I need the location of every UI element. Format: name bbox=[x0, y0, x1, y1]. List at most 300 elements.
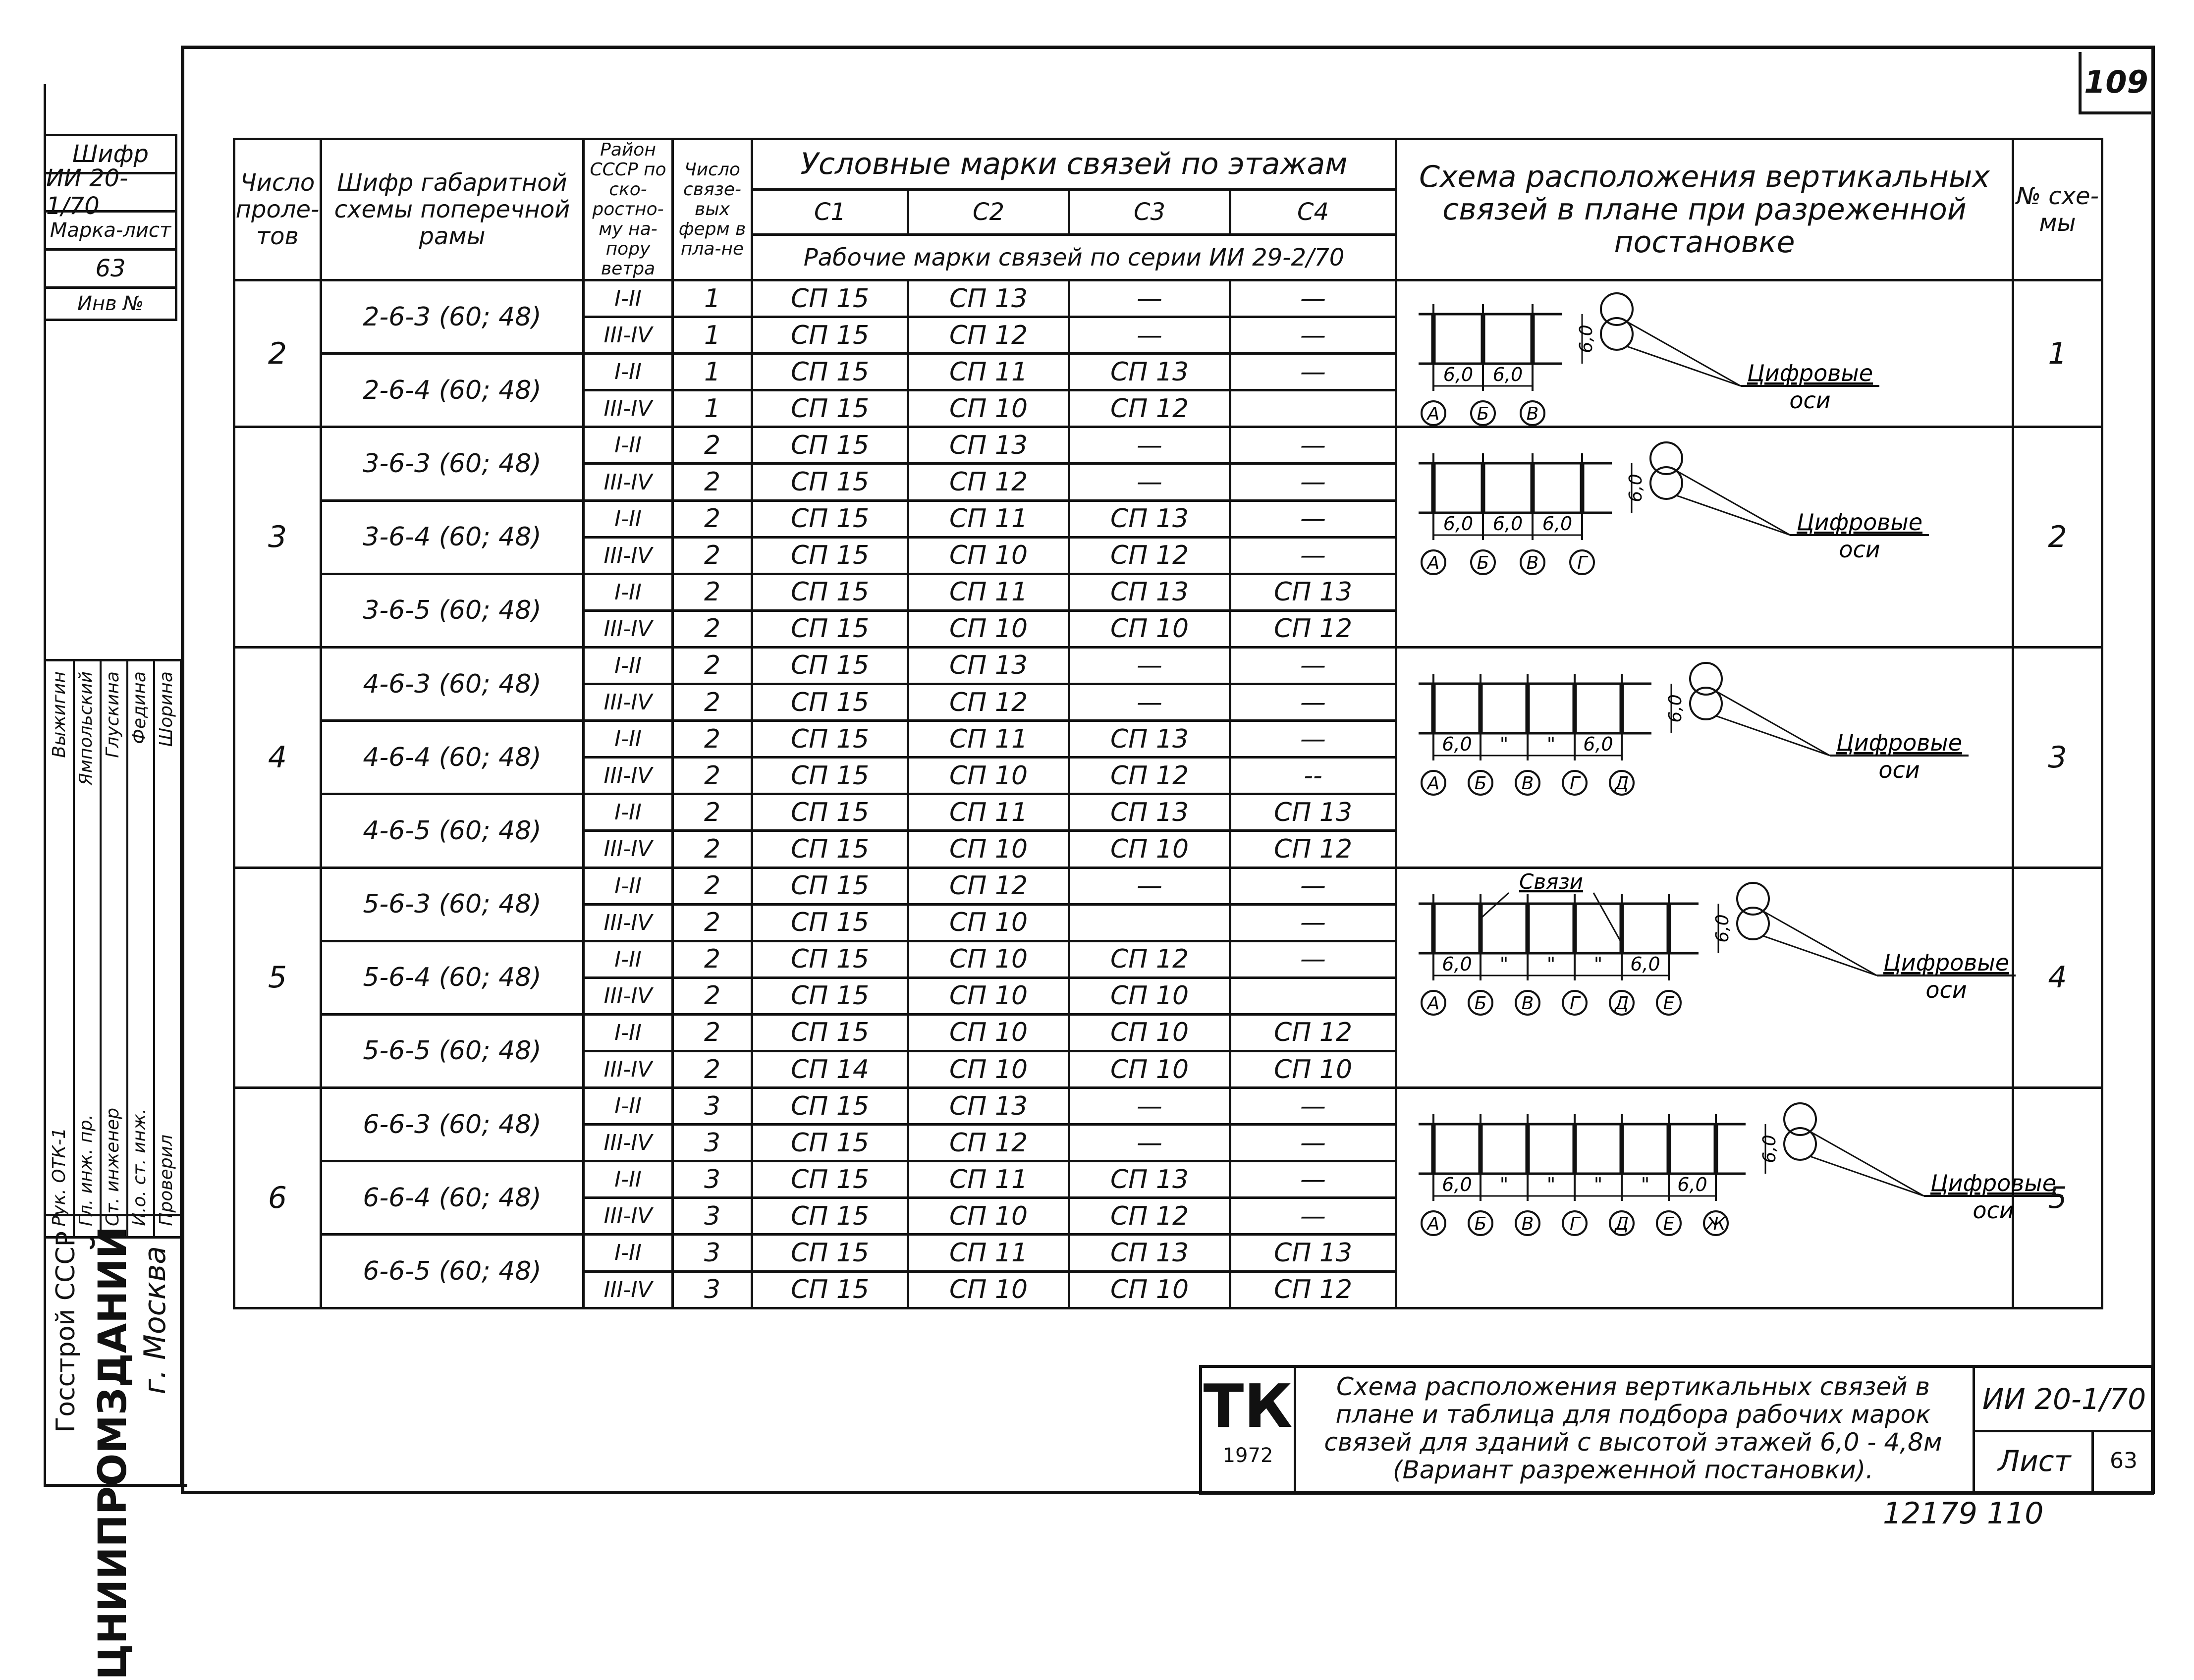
list-label: Лист bbox=[1973, 1430, 2094, 1492]
count-cell: 3 bbox=[673, 1088, 752, 1125]
footer-numbers: 12179 110 bbox=[1883, 1496, 2044, 1531]
org-line-1: Госстрой СССР bbox=[51, 1231, 81, 1433]
c1-cell: СП 15 bbox=[752, 1014, 908, 1051]
schema-cell bbox=[1396, 867, 2013, 1088]
c4-cell: — bbox=[1230, 941, 1396, 977]
schema-cell bbox=[1396, 280, 2013, 427]
c2-cell: СП 11 bbox=[908, 721, 1069, 758]
shifr-cell: 6-6-5 (60; 48) bbox=[321, 1235, 584, 1308]
header-c4: С4 bbox=[1230, 189, 1396, 235]
shifr-cell: 2-6-3 (60; 48) bbox=[321, 280, 584, 354]
count-cell: 2 bbox=[673, 574, 752, 610]
c1-cell: СП 15 bbox=[752, 500, 908, 537]
c1-cell: СП 15 bbox=[752, 867, 908, 904]
c2-cell: СП 13 bbox=[908, 1088, 1069, 1125]
count-cell: 2 bbox=[673, 758, 752, 794]
c4-cell: — bbox=[1230, 464, 1396, 500]
leader-line bbox=[1810, 1156, 1924, 1196]
axis-label: Б bbox=[1474, 773, 1486, 794]
c3-cell: СП 12 bbox=[1069, 537, 1230, 574]
signature-name: Шорина bbox=[156, 671, 176, 747]
axis-label: Е bbox=[1663, 1214, 1674, 1235]
leader-line bbox=[1627, 346, 1741, 386]
c1-cell: СП 15 bbox=[752, 317, 908, 354]
c3-cell: СП 13 bbox=[1069, 500, 1230, 537]
c3-cell: СП 12 bbox=[1069, 758, 1230, 794]
org-line-2: ЦНИИПРОМЗДАНИЙ bbox=[91, 1226, 135, 1680]
digital-axis-marker-icon bbox=[1737, 883, 1769, 915]
bracing-schema bbox=[1399, 287, 2011, 424]
dimension-label: " bbox=[1593, 953, 1602, 975]
c4-cell: СП 13 bbox=[1230, 574, 1396, 610]
shifr-cell: 6-6-4 (60; 48) bbox=[321, 1161, 584, 1235]
stamp-marka-value: 63 bbox=[44, 248, 177, 286]
c2-cell: СП 11 bbox=[908, 500, 1069, 537]
sheet-title: Схема расположения вертикальных связей в плане и таблица для подбора рабочих марок связей для зданий с высотой этажей 6,0 - 4,8м (Вариант разреженной постановки). bbox=[1324, 1372, 1942, 1484]
c2-cell: СП 13 bbox=[908, 647, 1069, 684]
c3-cell: — bbox=[1069, 684, 1230, 721]
shifr-cell: 3-6-5 (60; 48) bbox=[321, 574, 584, 647]
rayon-cell: III-IV bbox=[584, 390, 673, 427]
axis-label: В bbox=[1521, 993, 1534, 1014]
organization-block bbox=[44, 1214, 182, 1680]
c3-cell: СП 12 bbox=[1069, 390, 1230, 427]
count-cell: 3 bbox=[673, 1235, 752, 1271]
rayon-cell: I-II bbox=[584, 794, 673, 831]
count-cell: 3 bbox=[673, 1125, 752, 1161]
axis-label: В bbox=[1521, 773, 1534, 794]
dimension-label: 6,0 bbox=[1443, 513, 1473, 535]
list-number: 63 bbox=[2091, 1430, 2153, 1492]
axis-label: Б bbox=[1474, 993, 1486, 1014]
spans-cell: 2 bbox=[234, 280, 321, 427]
count-cell: 3 bbox=[673, 1271, 752, 1308]
c4-cell: СП 12 bbox=[1230, 1014, 1396, 1051]
c3-cell: СП 10 bbox=[1069, 1014, 1230, 1051]
dimension-label: " bbox=[1546, 1174, 1555, 1196]
count-cell: 2 bbox=[673, 500, 752, 537]
schema-number-cell: 1 bbox=[2013, 280, 2102, 427]
c4-cell: — bbox=[1230, 1088, 1396, 1125]
c2-cell: СП 12 bbox=[908, 1125, 1069, 1161]
height-label: 6,0 bbox=[1576, 325, 1596, 353]
c3-cell: — bbox=[1069, 280, 1230, 317]
digital-axes-label: оси bbox=[1838, 536, 1880, 563]
axis-label: А bbox=[1427, 1214, 1439, 1235]
c1-cell: СП 15 bbox=[752, 721, 908, 758]
c1-cell: СП 15 bbox=[752, 427, 908, 464]
dimension-label: " bbox=[1641, 1174, 1649, 1196]
digital-axes-label: Цифровые bbox=[1836, 729, 1962, 756]
schema-cell bbox=[1396, 427, 2013, 648]
c1-cell: СП 15 bbox=[752, 610, 908, 647]
spans-cell: 4 bbox=[234, 647, 321, 867]
dimension-label: 6,0 bbox=[1542, 513, 1572, 535]
c2-cell: СП 10 bbox=[908, 390, 1069, 427]
c1-cell: СП 15 bbox=[752, 1235, 908, 1271]
rayon-cell: I-II bbox=[584, 354, 673, 390]
c1-cell: СП 15 bbox=[752, 280, 908, 317]
c3-cell: СП 12 bbox=[1069, 1198, 1230, 1235]
c4-cell: — bbox=[1230, 867, 1396, 904]
c4-cell: СП 12 bbox=[1230, 831, 1396, 867]
c4-cell: — bbox=[1230, 537, 1396, 574]
c3-cell: СП 13 bbox=[1069, 574, 1230, 610]
rayon-cell: I-II bbox=[584, 1014, 673, 1051]
tk-box bbox=[1202, 1368, 1296, 1492]
c4-cell: СП 12 bbox=[1230, 610, 1396, 647]
count-cell: 1 bbox=[673, 280, 752, 317]
bracing-schema bbox=[1399, 1097, 2056, 1297]
c4-cell: — bbox=[1230, 317, 1396, 354]
table-row bbox=[234, 280, 2102, 317]
header-count: Число связе-вых ферм в пла-не bbox=[673, 139, 752, 280]
header-schema: Схема расположения вертикальных связей в плане при разреженной постановке bbox=[1396, 139, 2013, 280]
c2-cell: СП 12 bbox=[908, 317, 1069, 354]
rayon-cell: III-IV bbox=[584, 758, 673, 794]
digital-axes-label: оси bbox=[1972, 1197, 2014, 1224]
header-c3: С3 bbox=[1069, 189, 1230, 235]
rayon-cell: I-II bbox=[584, 941, 673, 977]
dimension-label: " bbox=[1499, 953, 1508, 975]
rayon-cell: III-IV bbox=[584, 1198, 673, 1235]
rayon-cell: I-II bbox=[584, 647, 673, 684]
signature-role: Гл. инж. пр. bbox=[76, 1114, 96, 1226]
axis-label: Б bbox=[1477, 553, 1489, 574]
c2-cell: СП 12 bbox=[908, 684, 1069, 721]
c3-cell: СП 10 bbox=[1069, 977, 1230, 1014]
rayon-cell: I-II bbox=[584, 574, 673, 610]
leader-line bbox=[1716, 716, 1830, 756]
axis-label: Г bbox=[1577, 553, 1587, 574]
c3-cell: СП 10 bbox=[1069, 831, 1230, 867]
header-rayon: Район СССР по ско-ростно-му на-пору ветра bbox=[584, 139, 673, 280]
shifr-cell: 3-6-4 (60; 48) bbox=[321, 500, 584, 574]
axis-label: Б bbox=[1477, 403, 1489, 424]
rayon-cell: I-II bbox=[584, 1088, 673, 1125]
c3-cell: СП 10 bbox=[1069, 1051, 1230, 1087]
axis-label: А bbox=[1427, 993, 1439, 1014]
count-cell: 2 bbox=[673, 831, 752, 867]
count-cell: 3 bbox=[673, 1198, 752, 1235]
dimension-label: " bbox=[1546, 733, 1555, 755]
c1-cell: СП 15 bbox=[752, 684, 908, 721]
count-cell: 1 bbox=[673, 317, 752, 354]
rayon-cell: III-IV bbox=[584, 831, 673, 867]
c2-cell: СП 12 bbox=[908, 464, 1069, 500]
stamp-shifr-label: Шифр bbox=[44, 134, 177, 172]
c2-cell: СП 13 bbox=[908, 280, 1069, 317]
c4-cell: — bbox=[1230, 1161, 1396, 1198]
c2-cell: СП 10 bbox=[908, 537, 1069, 574]
header-c1: С1 bbox=[752, 189, 908, 235]
c3-cell: — bbox=[1069, 317, 1230, 354]
c1-cell: СП 15 bbox=[752, 904, 908, 941]
c2-cell: СП 10 bbox=[908, 758, 1069, 794]
dimension-label: 6,0 bbox=[1630, 953, 1660, 975]
digital-axes-label: Цифровые bbox=[1883, 949, 2009, 976]
bracing-leader bbox=[1481, 893, 1509, 919]
shifr-cell: 5-6-4 (60; 48) bbox=[321, 941, 584, 1014]
header-marks-group: Условные марки связей по этажам bbox=[752, 139, 1396, 190]
axis-label: В bbox=[1526, 553, 1538, 574]
shifr-cell: 2-6-4 (60; 48) bbox=[321, 354, 584, 427]
bracing-table bbox=[233, 138, 2103, 1309]
count-cell: 3 bbox=[673, 1161, 752, 1198]
c1-cell: СП 15 bbox=[752, 1125, 908, 1161]
axis-label: Г bbox=[1569, 773, 1580, 794]
c4-cell: СП 10 bbox=[1230, 1051, 1396, 1087]
signature-block bbox=[44, 659, 182, 1239]
dimension-label: " bbox=[1499, 733, 1508, 755]
spans-cell: 5 bbox=[234, 867, 321, 1088]
rayon-cell: I-II bbox=[584, 500, 673, 537]
digital-axes-label: оси bbox=[1925, 976, 1967, 1004]
c3-cell: — bbox=[1069, 427, 1230, 464]
dimension-label: 6,0 bbox=[1441, 953, 1472, 975]
c4-cell: -- bbox=[1230, 758, 1396, 794]
c2-cell: СП 11 bbox=[908, 794, 1069, 831]
dimension-label: " bbox=[1499, 1174, 1508, 1196]
table-body bbox=[234, 280, 2102, 1308]
c4-cell: — bbox=[1230, 1125, 1396, 1161]
c1-cell: СП 15 bbox=[752, 794, 908, 831]
count-cell: 2 bbox=[673, 794, 752, 831]
count-cell: 2 bbox=[673, 1014, 752, 1051]
bracing-schema bbox=[1399, 656, 2011, 857]
title-block bbox=[1199, 1365, 2154, 1495]
c1-cell: СП 15 bbox=[752, 1161, 908, 1198]
bracing-schema bbox=[1399, 436, 2011, 636]
stamp-marka-label: Марка-лист bbox=[44, 210, 177, 248]
c4-cell bbox=[1230, 977, 1396, 1014]
c4-cell bbox=[1230, 390, 1396, 427]
org-line-3: г. Москва bbox=[138, 1246, 172, 1395]
signature-name: Федина bbox=[129, 671, 150, 745]
header-spans: Число проле-тов bbox=[234, 139, 321, 280]
digital-axes-label: Цифровые bbox=[1796, 509, 1922, 536]
dimension-label: " bbox=[1593, 1174, 1602, 1196]
dimension-label: 6,0 bbox=[1677, 1174, 1707, 1196]
c4-cell: — bbox=[1230, 684, 1396, 721]
c1-cell: СП 15 bbox=[752, 390, 908, 427]
axis-label: Д bbox=[1614, 773, 1629, 794]
c4-cell: СП 13 bbox=[1230, 794, 1396, 831]
stamp-block bbox=[44, 134, 177, 329]
tk-mark: ТК bbox=[1203, 1372, 1293, 1441]
count-cell: 2 bbox=[673, 977, 752, 1014]
axis-label: А bbox=[1427, 403, 1439, 424]
axis-label: Ж bbox=[1706, 1214, 1725, 1235]
c1-cell: СП 14 bbox=[752, 1051, 908, 1087]
count-cell: 2 bbox=[673, 684, 752, 721]
c4-cell: СП 12 bbox=[1230, 1271, 1396, 1308]
rayon-cell: III-IV bbox=[584, 317, 673, 354]
rayon-cell: III-IV bbox=[584, 1271, 673, 1308]
c1-cell: СП 15 bbox=[752, 1271, 908, 1308]
signature-role: Ст. инженер bbox=[103, 1107, 123, 1226]
c1-cell: СП 15 bbox=[752, 977, 908, 1014]
leader-line bbox=[1810, 1132, 1924, 1196]
shifr-cell: 6-6-3 (60; 48) bbox=[321, 1088, 584, 1161]
digital-axis-marker-icon bbox=[1601, 293, 1633, 325]
rayon-cell: III-IV bbox=[584, 977, 673, 1014]
axis-label: Е bbox=[1663, 993, 1674, 1014]
count-cell: 2 bbox=[673, 464, 752, 500]
count-cell: 2 bbox=[673, 941, 752, 977]
schema-number-cell: 4 bbox=[2013, 867, 2102, 1088]
rayon-cell: III-IV bbox=[584, 904, 673, 941]
dimension-label: 6,0 bbox=[1441, 1174, 1472, 1196]
shifr-cell: 5-6-5 (60; 48) bbox=[321, 1014, 584, 1087]
c4-cell: — bbox=[1230, 354, 1396, 390]
c4-cell: СП 13 bbox=[1230, 1235, 1396, 1271]
axis-label: В bbox=[1526, 403, 1538, 424]
schema-number-cell: 3 bbox=[2013, 647, 2102, 867]
rayon-cell: III-IV bbox=[584, 1051, 673, 1087]
shifr-cell: 4-6-5 (60; 48) bbox=[321, 794, 584, 867]
leader-line bbox=[1763, 911, 1877, 975]
c4-cell: — bbox=[1230, 500, 1396, 537]
c1-cell: СП 15 bbox=[752, 831, 908, 867]
spans-cell: 3 bbox=[234, 427, 321, 648]
table-row bbox=[234, 1088, 2102, 1125]
c3-cell: СП 10 bbox=[1069, 610, 1230, 647]
rayon-cell: III-IV bbox=[584, 684, 673, 721]
dimension-label: 6,0 bbox=[1492, 363, 1523, 385]
c4-cell: — bbox=[1230, 647, 1396, 684]
rayon-cell: I-II bbox=[584, 427, 673, 464]
c3-cell: СП 10 bbox=[1069, 1271, 1230, 1308]
c1-cell: СП 15 bbox=[752, 758, 908, 794]
c3-cell: — bbox=[1069, 647, 1230, 684]
rayon-cell: III-IV bbox=[584, 1125, 673, 1161]
signature-name: Ямпольский bbox=[76, 671, 96, 786]
c4-cell: — bbox=[1230, 280, 1396, 317]
c3-cell: — bbox=[1069, 1088, 1230, 1125]
count-cell: 1 bbox=[673, 354, 752, 390]
c4-cell: — bbox=[1230, 427, 1396, 464]
count-cell: 2 bbox=[673, 610, 752, 647]
c2-cell: СП 11 bbox=[908, 354, 1069, 390]
leader-line bbox=[1763, 936, 1877, 975]
c4-cell: — bbox=[1230, 904, 1396, 941]
height-label: 6,0 bbox=[1712, 914, 1733, 943]
height-label: 6,0 bbox=[1665, 694, 1686, 723]
c4-cell: — bbox=[1230, 1198, 1396, 1235]
c1-cell: СП 15 bbox=[752, 354, 908, 390]
c2-cell: СП 10 bbox=[908, 1271, 1069, 1308]
c3-cell: СП 13 bbox=[1069, 1235, 1230, 1271]
count-cell: 2 bbox=[673, 721, 752, 758]
c2-cell: СП 10 bbox=[908, 831, 1069, 867]
digital-axes-label: оси bbox=[1878, 756, 1920, 783]
bracing-label: Связи bbox=[1519, 869, 1583, 894]
rayon-cell: I-II bbox=[584, 1161, 673, 1198]
rayon-cell: III-IV bbox=[584, 464, 673, 500]
tk-year: 1972 bbox=[1222, 1444, 1273, 1467]
c2-cell: СП 10 bbox=[908, 610, 1069, 647]
count-cell: 2 bbox=[673, 427, 752, 464]
c2-cell: СП 13 bbox=[908, 427, 1069, 464]
sheet-code: ИИ 20-1/70 bbox=[1973, 1368, 2153, 1432]
header-schema-no: № схе-мы bbox=[2013, 139, 2102, 280]
shifr-cell: 5-6-3 (60; 48) bbox=[321, 867, 584, 941]
signature-name: Выжигин bbox=[49, 671, 69, 758]
c2-cell: СП 11 bbox=[908, 574, 1069, 610]
rayon-cell: I-II bbox=[584, 280, 673, 317]
count-cell: 2 bbox=[673, 904, 752, 941]
axis-label: Д bbox=[1614, 993, 1629, 1014]
c3-cell: СП 13 bbox=[1069, 1161, 1230, 1198]
c3-cell bbox=[1069, 904, 1230, 941]
table-row bbox=[234, 427, 2102, 464]
c1-cell: СП 15 bbox=[752, 1198, 908, 1235]
c2-cell: СП 10 bbox=[908, 1198, 1069, 1235]
stamp-shifr-value: ИИ 20-1/70 bbox=[44, 172, 177, 210]
corner-sheet-number: 109 bbox=[2079, 52, 2151, 114]
dimension-label: 6,0 bbox=[1492, 513, 1523, 535]
signature-role: Проверил bbox=[156, 1135, 176, 1226]
digital-axis-marker-icon bbox=[1690, 663, 1722, 695]
rayon-cell: I-II bbox=[584, 867, 673, 904]
count-cell: 2 bbox=[673, 1051, 752, 1087]
count-cell: 2 bbox=[673, 867, 752, 904]
bracing-schema bbox=[1399, 869, 2011, 1077]
height-label: 6,0 bbox=[1625, 474, 1646, 502]
schema-cell bbox=[1396, 647, 2013, 867]
axis-label: Б bbox=[1474, 1214, 1486, 1235]
axis-label: А bbox=[1427, 773, 1439, 794]
c1-cell: СП 15 bbox=[752, 647, 908, 684]
signature-name: Глускина bbox=[103, 671, 123, 758]
table-row bbox=[234, 647, 2102, 684]
bracing-leader bbox=[1593, 893, 1622, 943]
c1-cell: СП 15 bbox=[752, 464, 908, 500]
rayon-cell: III-IV bbox=[584, 537, 673, 574]
header-work-marks: Рабочие марки связей по серии ИИ 29-2/70 bbox=[752, 235, 1396, 280]
stamp-inv-label: Инв № bbox=[44, 286, 177, 321]
shifr-cell: 4-6-4 (60; 48) bbox=[321, 721, 584, 794]
c2-cell: СП 10 bbox=[908, 941, 1069, 977]
shifr-cell: 4-6-3 (60; 48) bbox=[321, 647, 584, 720]
rayon-cell: I-II bbox=[584, 721, 673, 758]
digital-axes-label: Цифровые bbox=[1930, 1170, 2056, 1197]
axis-label: В bbox=[1521, 1214, 1534, 1235]
axis-label: Д bbox=[1614, 1214, 1629, 1235]
c3-cell: — bbox=[1069, 464, 1230, 500]
dimension-label: 6,0 bbox=[1583, 733, 1613, 755]
header-c2: С2 bbox=[908, 189, 1069, 235]
digital-axes-label: оси bbox=[1789, 386, 1831, 414]
shifr-cell: 3-6-3 (60; 48) bbox=[321, 427, 584, 500]
c3-cell: СП 12 bbox=[1069, 941, 1230, 977]
count-cell: 2 bbox=[673, 537, 752, 574]
leader-line bbox=[1676, 495, 1790, 535]
spans-cell: 6 bbox=[234, 1088, 321, 1308]
c2-cell: СП 11 bbox=[908, 1161, 1069, 1198]
c3-cell: — bbox=[1069, 1125, 1230, 1161]
c2-cell: СП 10 bbox=[908, 977, 1069, 1014]
header-shifr: Шифр габаритной схемы поперечной рамы bbox=[321, 139, 584, 280]
leader-line bbox=[1716, 691, 1830, 756]
rayon-cell: III-IV bbox=[584, 610, 673, 647]
schema-cell bbox=[1396, 1088, 2056, 1308]
count-cell: 2 bbox=[673, 647, 752, 684]
c2-cell: СП 10 bbox=[908, 1051, 1069, 1087]
c1-cell: СП 15 bbox=[752, 1088, 908, 1125]
axis-label: А bbox=[1427, 553, 1439, 574]
